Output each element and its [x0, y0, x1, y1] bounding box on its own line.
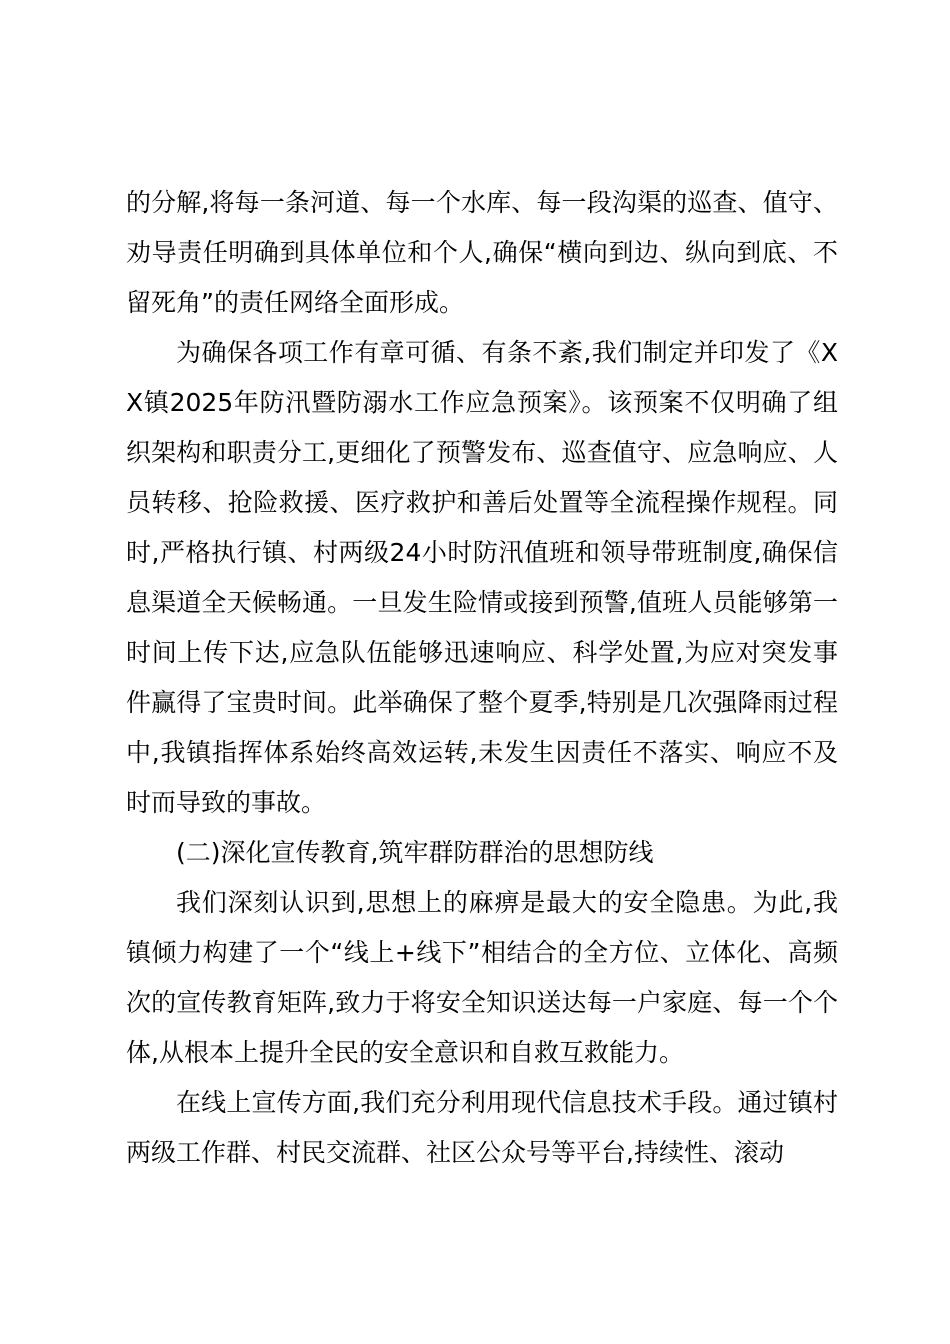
section-heading-publicity: (二)深化宣传教育,筑牢群防群治的思想防线 — [176, 838, 654, 867]
paragraph-emergency-plan: 为确保各项工作有章可循、有条不紊,我们制定并印发了《XX镇2025年防汛暨防溺水工作应急预案》。该预案不仅明确了组织架构和职责分工,更细化了预警发布、巡查值守、应急响应、人员转移、抢险救援、医疗救护和善后处置等全流程操作规程。同时,严格执行镇、村两级24小时防汛值班和领导带班制度,确保信息渠道全天候畅通。一旦发生险情或接到预警,值班人员能够第一时间上传下达,应急队伍能够迅速响应、科学处置,为应对突发事件赢得了宝贵时间。此举确保了整个夏季,特别是几次强降雨过程中,我镇指挥体系始终高效运转,未发生因责任不落实、响应不及时而导致的事故。 — [126, 338, 838, 817]
paragraph-responsibility-network: 的分解,将每一条河道、每一个水库、每一段沟渠的巡查、值守、劝导责任明确到具体单位和个人,确保“横向到边、纵向到底、不留死角”的责任网络全面形成。 — [126, 188, 838, 317]
document-body — [126, 178, 838, 1178]
paragraph-online-publicity: 在线上宣传方面,我们充分利用现代信息技术手段。通过镇村两级工作群、村民交流群、社区公众号等平台,持续性、滚动 — [126, 1088, 838, 1167]
paragraph-publicity-matrix: 我们深刻认识到,思想上的麻痹是最大的安全隐患。为此,我镇倾力构建了一个“线上+线下”相结合的全方位、立体化、高频次的宣传教育矩阵,致力于将安全知识送达每一户家庭、每一个个体,从根本上提升全民的安全意识和自救互救能力。 — [126, 888, 838, 1067]
